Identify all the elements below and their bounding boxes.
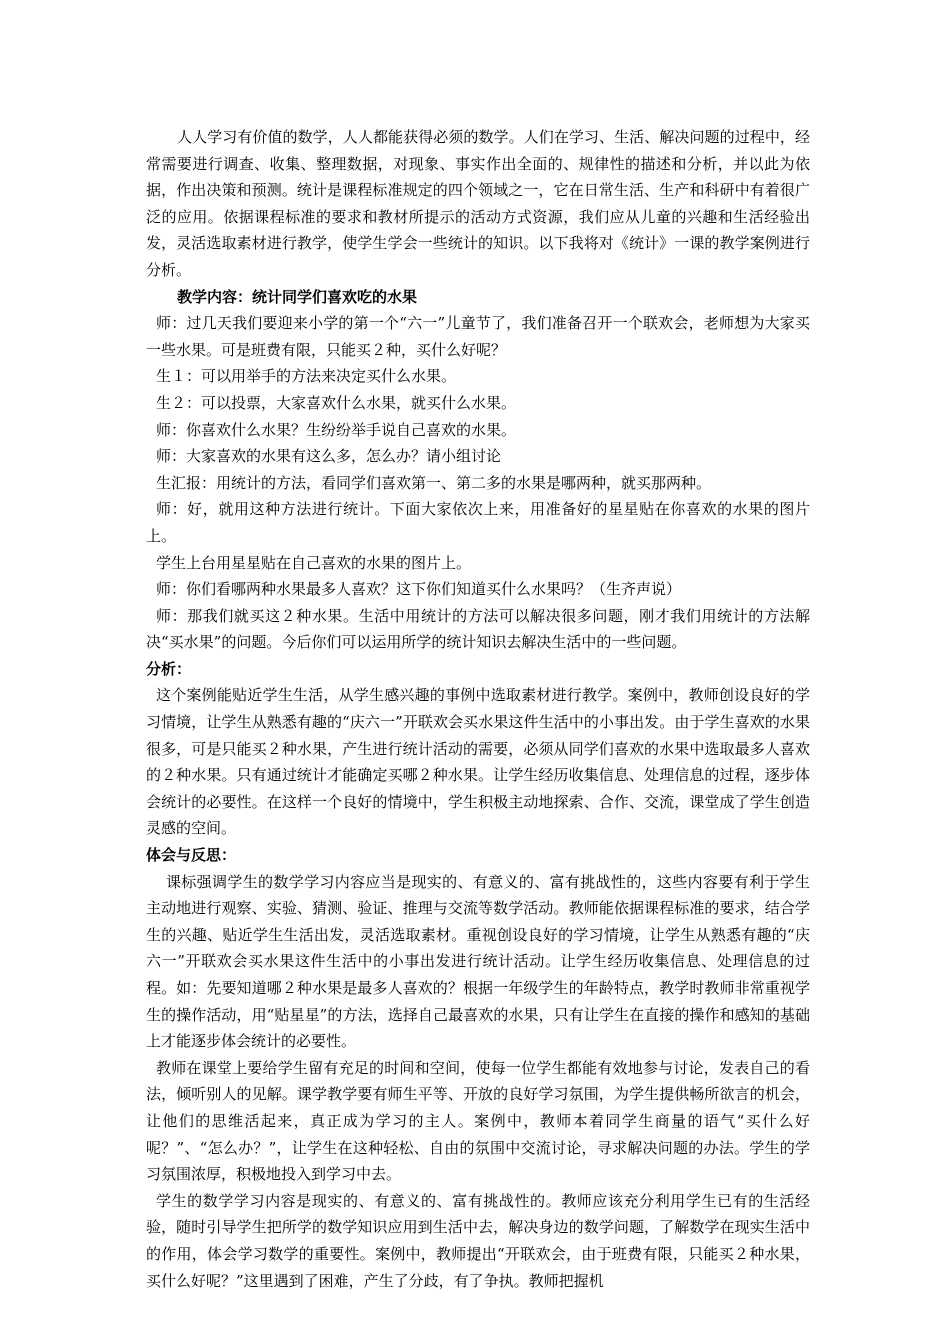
reflection-paragraph: 学生的数学学习内容是现实的、有意义的、富有挑战性的。教师应该充分利用学生已有的生活经验，随时引导学生把所学的数学知识应用到生活中去，解决身边的数学问题，了解数学在现实生活中的作用，体会学习数学的重要性。案例中，教师提出“开联欢会，由于班费有限，只能买２种水果，买什么好呢？”这里遇到了困难，产生了分歧，有了争执。教师把握机 xyxy=(146,1191,810,1290)
dialogue-line: 生２：可以投票，大家喜欢什么水果，就买什么水果。 xyxy=(156,393,517,412)
teaching-content-heading: 教学内容：统计同学们喜欢吃的水果 xyxy=(177,287,418,306)
dialogue-line: 师：过几天我们要迎来小学的第一个“六一”儿童节了，我们准备召开一个联欢会，老师想为大家买一些水果。可是班费有限，只能买２种，买什么好呢？ xyxy=(146,314,810,359)
reflection-heading: 体会与反思： xyxy=(146,846,237,865)
dialogue-line: 师：大家喜欢的水果有这么多，怎么办？请小组讨论 xyxy=(156,447,502,466)
reflection-paragraph: 课标强调学生的数学学习内容应当是现实的、有意义的、富有挑战性的，这些内容要有利于学生主动地进行观察、实验、猜测、验证、推理与交流等数学活动。教师能依据课程标准的要求，结合学生的兴趣、贴近学生生活出发，灵活选取素材。重视创设良好的学习情境，让学生从熟悉有趣的“庆六一”开联欢会买水果这件生活中的小事出发进行统计活动。让学生经历收集信息、处理信息的过程。如：先要知道哪２种水果是最多人喜欢的？根据一年级学生的年龄特点，教学时教师非常重视学生的操作活动，用“贴星星”的方法，选择自己最喜欢的水果，只有让学生在直接的操作和感知的基础上才能逐步体会统计的必要性。 xyxy=(146,872,810,1051)
dialogue-line: 师：你喜欢什么水果？生纷纷举手说自己喜欢的水果。 xyxy=(156,420,517,439)
intro-paragraph: 人人学习有价值的数学，人人都能获得必须的数学。人们在学习、生活、解决问题的过程中，经常需要进行调查、收集、整理数据，对现象、事实作出全面的、规律性的描述和分析，并以此为依据，作出决策和预测。统计是课程标准规定的四个领域之一，它在日常生活、生产和科研中有着很广泛的应用。依据课程标准的要求和教材所提示的活动方式资源，我们应从儿童的兴趣和生活经验出发，灵活选取素材进行教学，使学生学会一些统计的知识。以下我将对《统计》一课的教学案例进行分析。 xyxy=(146,128,810,279)
dialogue-line: 师：那我们就买这２种水果。生活中用统计的方法可以解决很多问题，刚才我们用统计的方法解决“买水果”的问题。今后你们可以运用所学的统计知识去解决生活中的一些问题。 xyxy=(146,606,810,652)
dialogue-line: 师：好，就用这种方法进行统计。下面大家依次上来，用准备好的星星贴在你喜欢的水果的图片上。 xyxy=(146,500,810,545)
analysis-heading: 分析： xyxy=(146,659,192,678)
dialogue-line: 生汇报：用统计的方法，看同学们喜欢第一、第二多的水果是哪两种，就买那两种。 xyxy=(156,473,712,492)
dialogue-line: 生１：可以用举手的方法来决定买什么水果。 xyxy=(156,367,457,386)
dialogue-line: 学生上台用星星贴在自己喜欢的水果的图片上。 xyxy=(156,553,472,572)
reflection-paragraph: 教师在课堂上要给学生留有充足的时间和空间，使每一位学生都能有效地参与讨论，发表自己的看法，倾听别人的见解。课学教学要有师生平等、开放的良好学习氛围，为学生提供畅所欲言的机会，让他们的思维活起来，真正成为学习的主人。案例中，教师本着同学生商量的语气“买什么好呢？”、“怎么办？”，让学生在这种轻松、自由的氛围中交流讨论，寻求解决问题的办法。学生的学习氛围浓厚，积极地投入到学习中去。 xyxy=(146,1058,810,1184)
document-page xyxy=(146,124,810,1294)
analysis-paragraph: 这个案例能贴近学生生活，从学生感兴趣的事例中选取素材进行教学。案例中，教师创设良好的学习情境，让学生从熟悉有趣的“庆六一”开联欢会买水果这件生活中的小事出发。由于学生喜欢的水果很多，可是只能买２种水果，产生进行统计活动的需要，必须从同学们喜欢的水果中选取最多人喜欢的２种水果。只有通过统计才能确定买哪２种水果。让学生经历收集信息、处理信息的过程，逐步体会统计的必要性。在这样一个良好的情境中，学生积极主动地探索、合作、交流，课堂成了学生创造灵感的空间。 xyxy=(146,686,810,838)
dialogue-line: 师：你们看哪两种水果最多人喜欢？这下你们知道买什么水果吗？（生齐声说） xyxy=(156,580,682,599)
